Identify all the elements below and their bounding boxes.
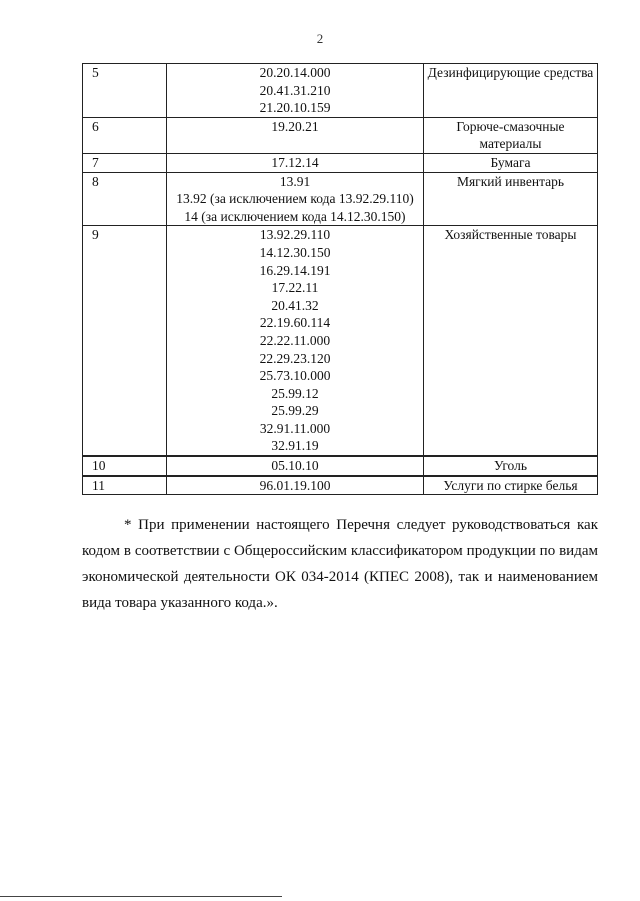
goods-codes-table (82, 63, 598, 495)
goods-name: Мягкий инвентарь (424, 172, 598, 226)
okpd-codes (167, 172, 424, 226)
footnote: * При применении настоящего Перечня следует руководствоваться как кодом в соответствии с Общероссийским классификатором продукции по видам экономической деятельности ОК 034-2014 (КПЕС 2008), так и наименованием вида товара указанного кода.». (82, 517, 598, 611)
okpd-code: 17.12.14 (271, 154, 319, 170)
bottom-rule (0, 896, 282, 897)
row-number: 9 (83, 226, 167, 456)
table-row (83, 172, 598, 226)
okpd-code: 25.73.10.000 (259, 368, 331, 384)
okpd-codes (167, 153, 424, 172)
goods-name: Горюче-смазочные материалы (424, 117, 598, 153)
okpd-code: 16.29.14.191 (259, 262, 331, 278)
goods-name: Дезинфицирующие средства (424, 64, 598, 118)
table-row (83, 117, 598, 153)
table-row (83, 476, 598, 495)
row-number: 5 (83, 64, 167, 118)
row-number: 7 (83, 153, 167, 172)
table-row (83, 456, 598, 476)
table-body (83, 64, 598, 495)
okpd-code: 25.99.12 (271, 385, 319, 401)
table-row (83, 226, 598, 456)
okpd-code: 21.20.10.159 (259, 100, 331, 116)
okpd-code: 20.41.31.210 (259, 82, 331, 98)
okpd-code: 14 (за исключением кода 14.12.30.150) (184, 208, 406, 224)
okpd-codes (167, 226, 424, 456)
okpd-code: 05.10.10 (271, 458, 319, 474)
okpd-codes (167, 476, 424, 495)
row-number: 8 (83, 172, 167, 226)
goods-name: Уголь (424, 456, 598, 476)
okpd-code: 20.41.32 (271, 297, 319, 313)
okpd-code: 32.91.19 (271, 438, 319, 454)
okpd-code: 14.12.30.150 (259, 244, 331, 260)
okpd-code: 13.92.29.110 (259, 227, 331, 243)
okpd-codes (167, 64, 424, 118)
row-number: 11 (83, 476, 167, 495)
okpd-code: 22.29.23.120 (259, 350, 331, 366)
goods-name: Услуги по стирке белья (424, 476, 598, 495)
okpd-code: 20.20.14.000 (259, 65, 331, 80)
table-row (83, 153, 598, 172)
okpd-code: 13.92 (за исключением кода 13.92.29.110) (176, 191, 414, 207)
goods-name: Бумага (424, 153, 598, 172)
okpd-code: 32.91.11.000 (259, 420, 331, 436)
okpd-code: 96.01.19.100 (259, 477, 331, 493)
okpd-code: 17.22.11 (271, 280, 319, 296)
okpd-code: 19.20.21 (271, 118, 319, 134)
okpd-code: 13.91 (279, 173, 311, 189)
okpd-code: 22.19.60.114 (259, 315, 331, 331)
okpd-code: 25.99.29 (271, 403, 319, 419)
page-number: 2 (316, 31, 324, 46)
goods-name: Хозяйственные товары (424, 226, 598, 456)
okpd-codes (167, 117, 424, 153)
row-number: 10 (83, 456, 167, 476)
okpd-code: 22.22.11.000 (259, 332, 331, 348)
okpd-codes (167, 456, 424, 476)
table-row (83, 64, 598, 118)
row-number: 6 (83, 117, 167, 153)
